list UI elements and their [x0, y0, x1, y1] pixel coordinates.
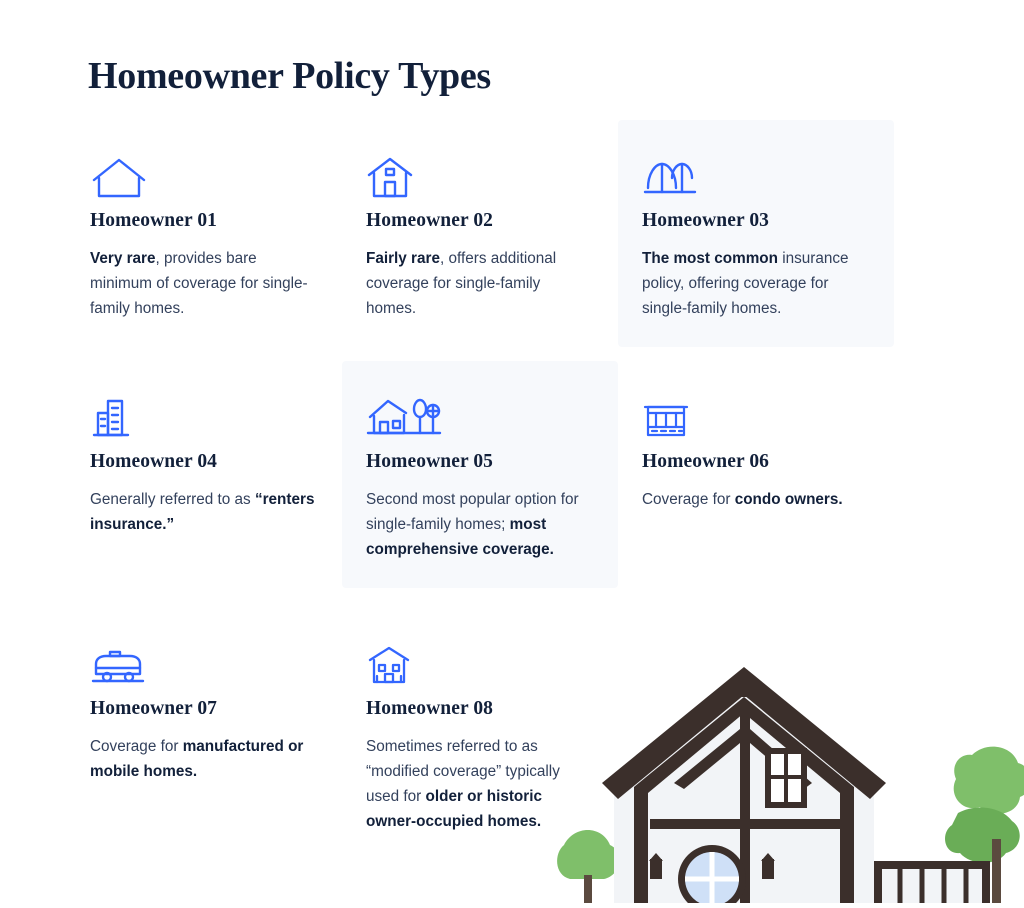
card-title: Homeowner 04 [90, 451, 218, 472]
card-title: Homeowner 02 [366, 210, 494, 231]
house-outline-icon [90, 142, 318, 200]
condo-building-icon [642, 383, 870, 441]
card-title: Homeowner 03 [642, 210, 770, 231]
house-with-trees-icon [642, 142, 870, 200]
card-homeowner-01[interactable] [66, 120, 342, 347]
card-homeowner-05[interactable] [342, 361, 618, 588]
card-homeowner-07[interactable] [66, 608, 342, 810]
card-description: The most common insurance policy, offering coverage for single-family homes. [642, 250, 849, 317]
card-description: Sometimes referred to as “modified coverage” typically used for older or historic owner-occupied homes. [366, 738, 560, 830]
card-title: Homeowner 07 [90, 698, 218, 719]
apartment-building-icon [90, 383, 318, 441]
house-with-yard-icon [366, 383, 594, 441]
card-title: Homeowner 05 [366, 451, 494, 472]
card-homeowner-06[interactable] [618, 361, 894, 538]
card-homeowner-03[interactable] [618, 120, 894, 347]
card-row-1 [66, 120, 966, 347]
card-description: Fairly rare, offers additional coverage for single-family homes. [366, 250, 557, 317]
policy-card-grid [66, 120, 966, 860]
card-homeowner-02[interactable] [342, 120, 618, 347]
historic-home-icon [366, 630, 594, 688]
card-title: Homeowner 08 [366, 698, 494, 719]
card-description: Coverage for manufactured or mobile homes. [90, 738, 304, 780]
card-row-2 [66, 361, 966, 588]
card-homeowner-04[interactable] [66, 361, 342, 563]
card-description: Generally referred to as “renters insurance.” [90, 491, 315, 533]
card-row-3 [66, 608, 966, 860]
mobile-home-icon [90, 630, 318, 688]
card-description: Very rare, provides bare minimum of coverage for single-family homes. [90, 250, 308, 317]
house-with-door-icon [366, 142, 594, 200]
card-title: Homeowner 01 [90, 210, 218, 231]
card-description: Second most popular option for single-family homes; most comprehensive coverage. [366, 491, 579, 558]
card-homeowner-08[interactable] [342, 608, 618, 860]
card-title: Homeowner 06 [642, 451, 770, 472]
page-title: Homeowner Policy Types [88, 55, 491, 97]
card-description: Coverage for condo owners. [642, 491, 843, 508]
